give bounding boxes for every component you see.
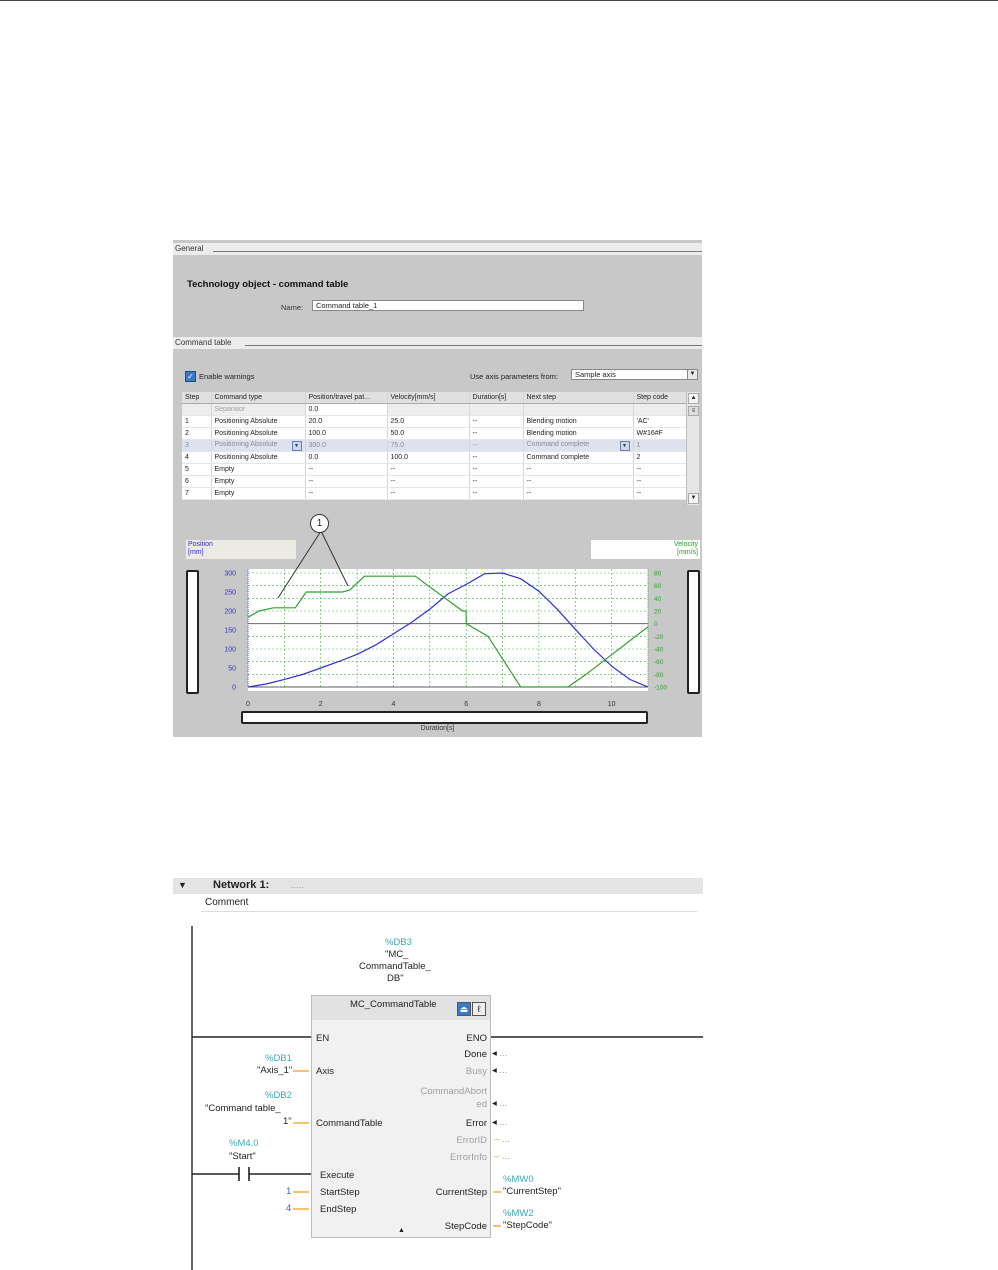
y2-tick-label: -60 (654, 659, 664, 667)
instance-db-name-2: CommandTable_ (359, 961, 431, 972)
table-cell[interactable]: Empty (211, 464, 305, 476)
pin-endstep: EndStep (320, 1204, 357, 1215)
duration-scale-slider[interactable] (241, 711, 648, 724)
callout-marker: 1 (310, 514, 329, 533)
table-cell[interactable]: -- (305, 464, 387, 476)
chevron-down-icon[interactable]: ▼ (687, 370, 697, 379)
table-cell[interactable]: 100.0 (387, 452, 469, 464)
column-header[interactable]: Step (182, 392, 211, 404)
error-output-stub: ◂ ... (492, 1117, 508, 1128)
command-table-panel (173, 240, 702, 737)
error-output-dots: ... (499, 1117, 508, 1128)
scroll-thumb[interactable]: ≡ (688, 406, 699, 416)
column-header[interactable]: Duration[s] (469, 392, 523, 404)
panel-title: Technology object - command table (187, 279, 349, 290)
y2-tick-label: 40 (654, 595, 662, 603)
network-title-dots: ..... (291, 880, 304, 890)
enable-warnings-label: Enable warnings (199, 372, 255, 381)
table-cell[interactable]: 'AC' (633, 416, 686, 428)
pin-error: Error (465, 1118, 487, 1129)
table-cell[interactable]: -- (469, 428, 523, 440)
network-1 (173, 878, 703, 1270)
velocity-axis-title (591, 540, 700, 559)
table-cell[interactable]: Positioning Absolute (211, 416, 305, 428)
table-cell[interactable]: -- (633, 476, 686, 488)
x-tick-label: 2 (318, 701, 323, 708)
x-tick-label: 10 (607, 701, 616, 708)
pin-startstep: StartStep (320, 1187, 360, 1198)
currentstep-operand-tag[interactable]: "CurrentStep" (503, 1186, 561, 1197)
cmdtable-operand-tag-2[interactable]: 1" (283, 1116, 292, 1127)
table-cell[interactable]: -- (305, 488, 387, 500)
errorid-output-dots: ... (501, 1134, 510, 1145)
y-tick-label: 0 (232, 684, 236, 692)
table-cell[interactable]: -- (387, 464, 469, 476)
checkbox-checked-icon: ✓ (185, 371, 196, 382)
axis-params-value: Sample axis (575, 370, 616, 379)
position-axis-title (186, 540, 296, 559)
table-cell[interactable]: 0.0 (305, 404, 387, 416)
pin-execute: Execute (320, 1170, 355, 1181)
table-cell[interactable]: -- (633, 488, 686, 500)
network-comment[interactable]: Comment (201, 896, 697, 912)
table-cell[interactable]: -- (469, 464, 523, 476)
pin-en: EN (316, 1033, 330, 1044)
velocity-axis-unit: [mm/s] (677, 549, 698, 556)
aborted-output-stub: ◂ ... (492, 1098, 508, 1109)
expand-block-icon[interactable]: ▲ (398, 1227, 405, 1234)
cmdtable-operand-tag-1[interactable]: "Command table_ (205, 1103, 281, 1114)
chevron-down-icon[interactable]: ▼ (292, 441, 302, 451)
table-cell[interactable]: Blending motion (523, 428, 633, 440)
pin-command-aborted-2: ed (476, 1099, 487, 1110)
busy-output-stub: ◂ ... (492, 1065, 508, 1076)
pin-command-aborted-1: CommandAbort (420, 1086, 487, 1097)
general-section-title: General (175, 244, 204, 253)
y-tick-label: 150 (224, 627, 236, 635)
table-cell[interactable]: Command complete (523, 452, 633, 464)
table-cell[interactable]: 5 (182, 464, 211, 476)
table-cell[interactable]: 0.0 (305, 452, 387, 464)
table-cell[interactable]: Empty (211, 476, 305, 488)
x-tick-label: 6 (464, 701, 469, 708)
position-scale-slider[interactable] (186, 570, 199, 694)
name-input[interactable]: Command table_1 (312, 300, 584, 311)
table-cell[interactable]: -- (387, 488, 469, 500)
aborted-output-dots: ... (499, 1098, 508, 1109)
done-output-dots: ... (499, 1048, 508, 1059)
startstep-value[interactable]: 1 (286, 1186, 292, 1197)
name-label: Name: (281, 303, 304, 312)
pin-axis: Axis (316, 1066, 334, 1077)
table-cell[interactable]: -- (469, 488, 523, 500)
x-axis-label: Duration[s] (420, 725, 455, 732)
block-title: MC_CommandTable (350, 999, 437, 1010)
column-header[interactable]: Command type (211, 392, 305, 404)
y2-tick-label: -80 (654, 671, 664, 679)
table-cell[interactable]: -- (523, 464, 633, 476)
axis-operand-address: %DB1 (265, 1053, 292, 1064)
table-cell[interactable]: Command complete ▼ (523, 440, 633, 452)
table-cell[interactable]: W#16#F (633, 428, 686, 440)
pin-eno: ENO (466, 1033, 487, 1044)
y2-tick-label: -100 (654, 684, 668, 692)
axis-commissioning-icon[interactable]: ⏏ (457, 1002, 471, 1016)
y2-tick-label: 20 (654, 608, 662, 616)
table-cell[interactable]: -- (305, 476, 387, 488)
column-header[interactable]: Next step (523, 392, 633, 404)
table-cell[interactable]: Positioning Absolute (211, 428, 305, 440)
y-tick-label: 100 (224, 646, 236, 654)
network-title: Network 1: (213, 879, 270, 891)
done-output-stub: ◂ ... (492, 1048, 508, 1059)
x-tick-label: 4 (391, 701, 396, 708)
busy-output-dots: ... (499, 1065, 508, 1076)
velocity-scale-slider[interactable] (687, 570, 700, 694)
stepcode-operand-tag[interactable]: "StepCode" (503, 1220, 552, 1231)
table-cell[interactable]: 1 (633, 440, 686, 452)
y2-tick-label: 60 (654, 583, 662, 591)
table-cell[interactable]: Positioning Absolute ▼ (211, 440, 305, 452)
table-cell[interactable]: -- (523, 488, 633, 500)
table-cell[interactable]: -- (469, 416, 523, 428)
table-cell[interactable]: 3 (182, 440, 211, 452)
pin-currentstep: CurrentStep (435, 1187, 487, 1198)
endstep-value[interactable]: 4 (286, 1203, 292, 1214)
x-tick-label: 0 (246, 701, 250, 708)
instance-db-address: %DB3 (385, 937, 412, 948)
position-axis-title-line: Position (188, 541, 213, 548)
column-header[interactable]: Step code (633, 392, 686, 404)
instance-db-name-3: DB" (387, 973, 404, 984)
cmdtable-operand-address: %DB2 (265, 1090, 292, 1101)
collapse-triangle-icon[interactable]: ▼ (178, 880, 187, 890)
motion-profile-chart (173, 240, 702, 737)
scroll-up-icon[interactable]: ▲ (688, 393, 699, 404)
table-cell[interactable]: 300.0 (305, 440, 387, 452)
table-cell[interactable]: Positioning Absolute (211, 452, 305, 464)
start-operand-tag[interactable]: "Start" (229, 1151, 256, 1162)
table-cell[interactable]: 25.0 (387, 416, 469, 428)
table-cell[interactable]: 2 (633, 452, 686, 464)
table-cell[interactable]: 2 (182, 428, 211, 440)
column-header[interactable]: Velocity[mm/s] (387, 392, 469, 404)
pin-busy: Busy (465, 1066, 487, 1077)
table-cell[interactable]: 100.0 (305, 428, 387, 440)
y-tick-label: 250 (224, 589, 236, 597)
y2-tick-label: 0 (654, 621, 658, 629)
table-cell[interactable]: Separator (211, 404, 305, 416)
instance-db-name-1: "MC_ (385, 949, 409, 960)
chevron-down-icon[interactable]: ▼ (620, 441, 630, 451)
pin-stepcode: StepCode (444, 1221, 487, 1232)
y2-tick-label: 80 (654, 570, 662, 578)
pin-errorinfo: ErrorInfo (450, 1152, 487, 1163)
table-cell[interactable]: 1 (182, 416, 211, 428)
y-tick-label: 200 (224, 608, 236, 616)
errorinfo-output-stub: – ... (494, 1151, 510, 1162)
y2-tick-label: -20 (654, 633, 664, 641)
errorinfo-output-dots: ... (501, 1151, 510, 1162)
start-operand-address: %M4.0 (229, 1138, 259, 1149)
velocity-axis-title-line: Velocity (673, 541, 698, 548)
table-cell[interactable]: -- (469, 440, 523, 452)
table-cell[interactable]: 6 (182, 476, 211, 488)
axis-operand-tag[interactable]: "Axis_1" (257, 1065, 293, 1076)
table-cell[interactable]: 75.0 (387, 440, 469, 452)
table-cell[interactable]: Blending motion (523, 416, 633, 428)
axis-params-label: Use axis parameters from: (470, 372, 558, 381)
table-cell[interactable]: 50.0 (387, 428, 469, 440)
column-header[interactable]: Position/travel pat... (305, 392, 387, 404)
table-cell[interactable]: 20.0 (305, 416, 387, 428)
y-tick-label: 300 (224, 570, 236, 578)
table-cell[interactable]: 7 (182, 488, 211, 500)
x-tick-label: 8 (536, 701, 541, 708)
command-table-section-title: Command table (175, 338, 232, 347)
mc-commandtable-block[interactable] (311, 995, 491, 1238)
errorid-output-stub: – ... (494, 1134, 510, 1145)
table-cell[interactable]: -- (387, 476, 469, 488)
pin-commandtable: CommandTable (316, 1118, 383, 1129)
position-axis-unit: [mm] (188, 549, 204, 556)
scroll-down-icon[interactable]: ▼ (688, 493, 699, 504)
block-header (312, 996, 490, 1020)
table-cell[interactable]: 4 (182, 452, 211, 464)
y-tick-label: 50 (228, 665, 236, 673)
table-cell[interactable]: -- (469, 476, 523, 488)
diagnostics-icon[interactable]: ℓ (472, 1002, 486, 1016)
y2-tick-label: -40 (654, 646, 664, 654)
table-cell[interactable]: -- (633, 464, 686, 476)
table-cell[interactable]: -- (469, 452, 523, 464)
pin-done: Done (464, 1049, 487, 1060)
table-cell[interactable]: Empty (211, 488, 305, 500)
page-top-rule (0, 0, 998, 1)
currentstep-operand-address: %MW0 (503, 1174, 534, 1185)
pin-errorid: ErrorID (456, 1135, 487, 1146)
stepcode-operand-address: %MW2 (503, 1208, 534, 1219)
table-cell[interactable]: -- (523, 476, 633, 488)
